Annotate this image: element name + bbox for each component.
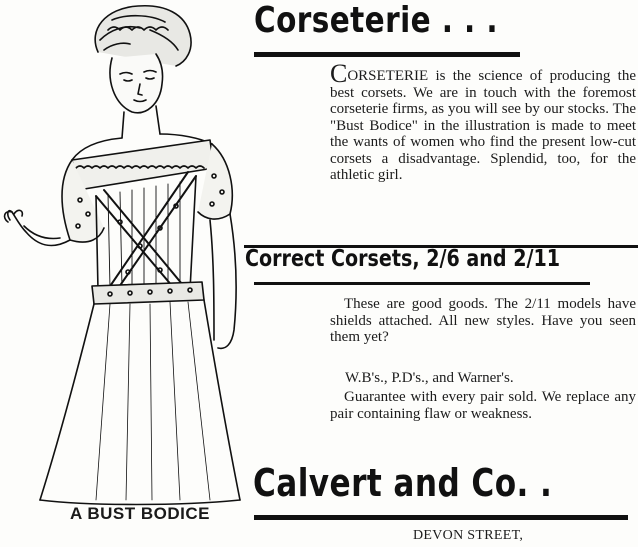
footer-rule: [254, 515, 628, 520]
illustration-caption: A BUST BODICE: [70, 504, 210, 523]
corseterie-body: ORSETERIE is the science of producing the best corsets. We are in touch with the foremost corseterie firms, as you will see by our stocks. The "Bust Bodice" in the illustration is made to meet the wants of women who find the present low-cut corsets a disadvantage. Splendid, too, for the athletic girl.: [330, 68, 636, 183]
drop-cap: C: [330, 59, 348, 88]
brands-line: W.B's., P.D's., and Warner's.: [345, 370, 514, 386]
heading-rule-1: [254, 52, 520, 57]
bust-bodice-illustration: [0, 0, 248, 547]
corseterie-paragraph: [330, 59, 636, 184]
correct-corsets-heading: Correct Corsets, 2/6 and 2/11: [245, 246, 561, 272]
heading-rule-2b: [254, 282, 590, 285]
corseterie-heading: Corseterie . . .: [254, 0, 498, 41]
company-address: DEVON STREET,: [413, 528, 524, 543]
goods-paragraph: These are good goods. The 2/11 models have shields attached. All new styles. Have you seen them yet?: [330, 296, 636, 345]
company-name: Calvert and Co. .: [253, 461, 553, 505]
guarantee-paragraph: Guarantee with every pair sold. We replace any pair containing flaw or weakness.: [330, 389, 636, 422]
